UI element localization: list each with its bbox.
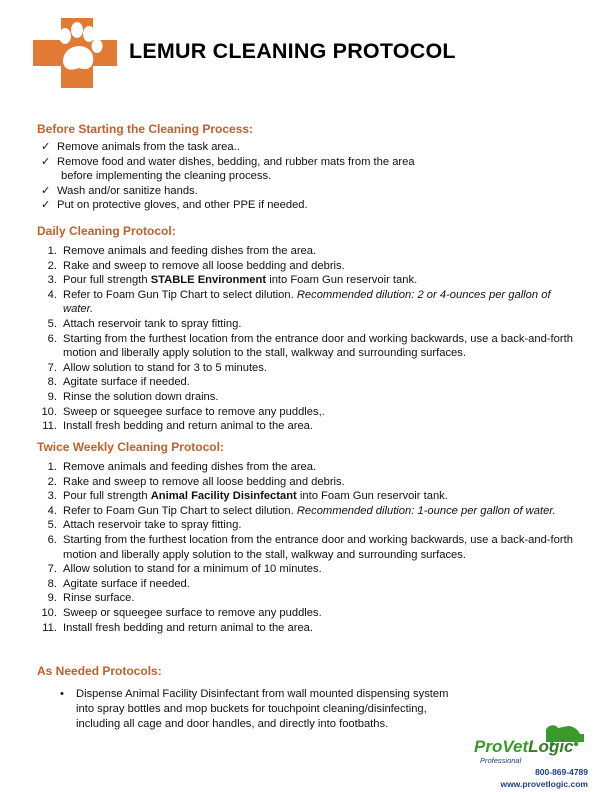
product-name: STABLE Environment: [150, 274, 267, 287]
item-text-part: Refer to Foam Gun Tip Chart to select dilution.: [63, 288, 297, 301]
item-number: 3.: [47, 274, 57, 287]
brand-vet: Vet: [502, 737, 529, 756]
product-name: Animal Facility Disinfectant: [150, 490, 297, 503]
before-list: [37, 140, 582, 213]
item-text-part: Refer to Foam Gun Tip Chart to select dilution.: [63, 504, 297, 517]
list-item: [37, 460, 582, 475]
item-number: 8.: [47, 577, 57, 590]
item-number: 4.: [47, 504, 57, 517]
item-number: 2.: [47, 259, 57, 272]
as-needed-heading: As Needed Protocols:: [37, 664, 162, 678]
item-text: Install fresh bedding and return animal to the area.: [63, 621, 314, 634]
item-text: Starting from the furthest location from the entrance door and working backwards, use a back-and-forth motion and liberally apply solution to the stall, walkway and surrounding surfaces.: [63, 533, 573, 561]
paw-cross-logo-icon: [33, 18, 117, 88]
item-text-part: Pour full strength: [63, 490, 151, 503]
item-number: 10.: [41, 606, 57, 619]
brand-sub: Professional: [480, 756, 522, 765]
list-item: [37, 475, 582, 490]
as-needed-list: [60, 687, 460, 732]
item-number: 1.: [47, 245, 57, 257]
list-item: [37, 518, 582, 533]
item-number: 4.: [47, 288, 57, 301]
provetlogic-logo: [472, 722, 592, 768]
item-number: 3.: [47, 490, 57, 503]
list-item: [37, 332, 582, 361]
item-text: Rake and sweep to remove all loose bedding and debris.: [63, 259, 345, 272]
checkmark-icon: ✓: [41, 141, 51, 153]
bullet-icon: •: [60, 688, 64, 700]
item-text: [63, 490, 448, 502]
item-text: Remove animals and feeding dishes from the area.: [63, 461, 317, 473]
list-item: ✓ Wash and/or sanitize hands.: [41, 184, 198, 197]
item-number: 5.: [47, 317, 57, 330]
daily-heading: Daily Cleaning Protocol:: [37, 224, 176, 238]
weekly-heading: Twice Weekly Cleaning Protocol:: [37, 440, 224, 454]
list-item: [37, 591, 582, 606]
item-text-part: Pour full strength: [63, 274, 151, 287]
list-item: [37, 273, 582, 288]
item-text: Install fresh bedding and return animal to the area.: [63, 420, 314, 433]
item-number: 11.: [42, 621, 57, 634]
list-item: [37, 244, 582, 259]
before-heading: Before Starting the Cleaning Process:: [37, 122, 254, 136]
list-item: • Dispense Animal Facility Disinfectant from wall mounted dispensing system into spray bottles and mop buckets for touchpoint cleaning/disinfecting, including all cage and door handles, and directly into footbaths.: [60, 688, 449, 730]
item-number: 5.: [47, 519, 57, 532]
list-item: ✓ Remove animals from the task area..: [41, 141, 240, 153]
list-item: [37, 288, 582, 317]
item-text: Rinse surface.: [63, 592, 135, 605]
brand-logic: Logic: [528, 737, 574, 756]
list-item-continuation: before implementing the cleaning process.: [61, 170, 272, 183]
list-item: ✓ Remove food and water dishes, bedding, and rubber mats from the area: [41, 155, 415, 168]
recommended-dilution: Recommended dilution: 1-ounce per gallon of water.: [296, 504, 556, 517]
item-text-part: into Foam Gun reservoir tank.: [296, 490, 448, 503]
list-item: [37, 621, 582, 636]
svg-text:ProVetLogic: [474, 737, 574, 756]
weekly-list: [37, 460, 582, 635]
item-text: Sweep or squeegee surface to remove any puddles,.: [63, 405, 325, 418]
list-item: [37, 562, 582, 577]
list-item: [37, 606, 582, 621]
item-text: Agitate surface if needed.: [63, 376, 190, 389]
item-number: 6.: [47, 533, 57, 546]
item-text: Attach reservoir tank to spray fitting.: [63, 317, 242, 330]
list-item: [37, 489, 582, 504]
website-link[interactable]: www.provetlogic.com: [500, 779, 588, 789]
item-text: Rinse the solution down drains.: [63, 390, 219, 403]
item-number: 9.: [47, 592, 57, 605]
item-text: [63, 505, 556, 517]
item-text: Allow solution to stand for a minimum of 10 minutes.: [63, 563, 322, 576]
item-text: Sweep or squeegee surface to remove any puddles.: [63, 606, 322, 619]
item-text: Attach reservoir take to spray fitting.: [63, 519, 242, 532]
page-title: LEMUR CLEANING PROTOCOL: [129, 39, 456, 63]
list-item: ✓ Put on protective gloves, and other PPE if needed.: [41, 199, 308, 212]
item-number: 1.: [47, 461, 57, 473]
checkmark-icon: ✓: [41, 184, 51, 197]
recommended-dilution: Recommended dilution: 2 or 4-ounces per gallon of water.: [63, 288, 551, 316]
brand-pro: Pro: [474, 737, 503, 756]
item-text: Remove animals and feeding dishes from the area.: [63, 245, 317, 257]
checkmark-icon: ✓: [41, 155, 51, 168]
item-number: 11.: [42, 420, 57, 433]
list-item: [37, 390, 582, 405]
item-text-part: into Foam Gun reservoir tank.: [266, 274, 418, 287]
item-text: Rake and sweep to remove all loose bedding and debris.: [63, 475, 345, 488]
list-item: [37, 405, 582, 420]
item-number: 2.: [47, 475, 57, 488]
list-item: [37, 577, 582, 592]
item-number: 7.: [47, 361, 57, 374]
item-number: 8.: [47, 376, 57, 389]
item-text: [63, 274, 417, 286]
list-item: [37, 259, 582, 274]
list-item: [37, 419, 582, 434]
item-text: Agitate surface if needed.: [63, 577, 190, 590]
item-number: 6.: [47, 332, 57, 345]
checkmark-icon: ✓: [41, 199, 51, 212]
list-item: [37, 504, 582, 519]
item-number: 7.: [47, 563, 57, 576]
item-text: Starting from the furthest location from the entrance door and working backwards, use a back-and-forth motion and liberally apply solution to the stall, walkway and surrounding surfaces.: [63, 332, 573, 360]
item-text: [63, 289, 551, 316]
daily-list: [37, 244, 582, 434]
list-item: [37, 533, 582, 562]
list-item: [37, 317, 582, 332]
phone-number: 800-869-4789: [535, 767, 588, 777]
item-number: 9.: [47, 390, 57, 403]
item-text: Allow solution to stand for 3 to 5 minutes.: [63, 361, 267, 374]
item-number: 10.: [41, 405, 57, 418]
list-item: [37, 361, 582, 376]
list-item: [37, 375, 582, 390]
